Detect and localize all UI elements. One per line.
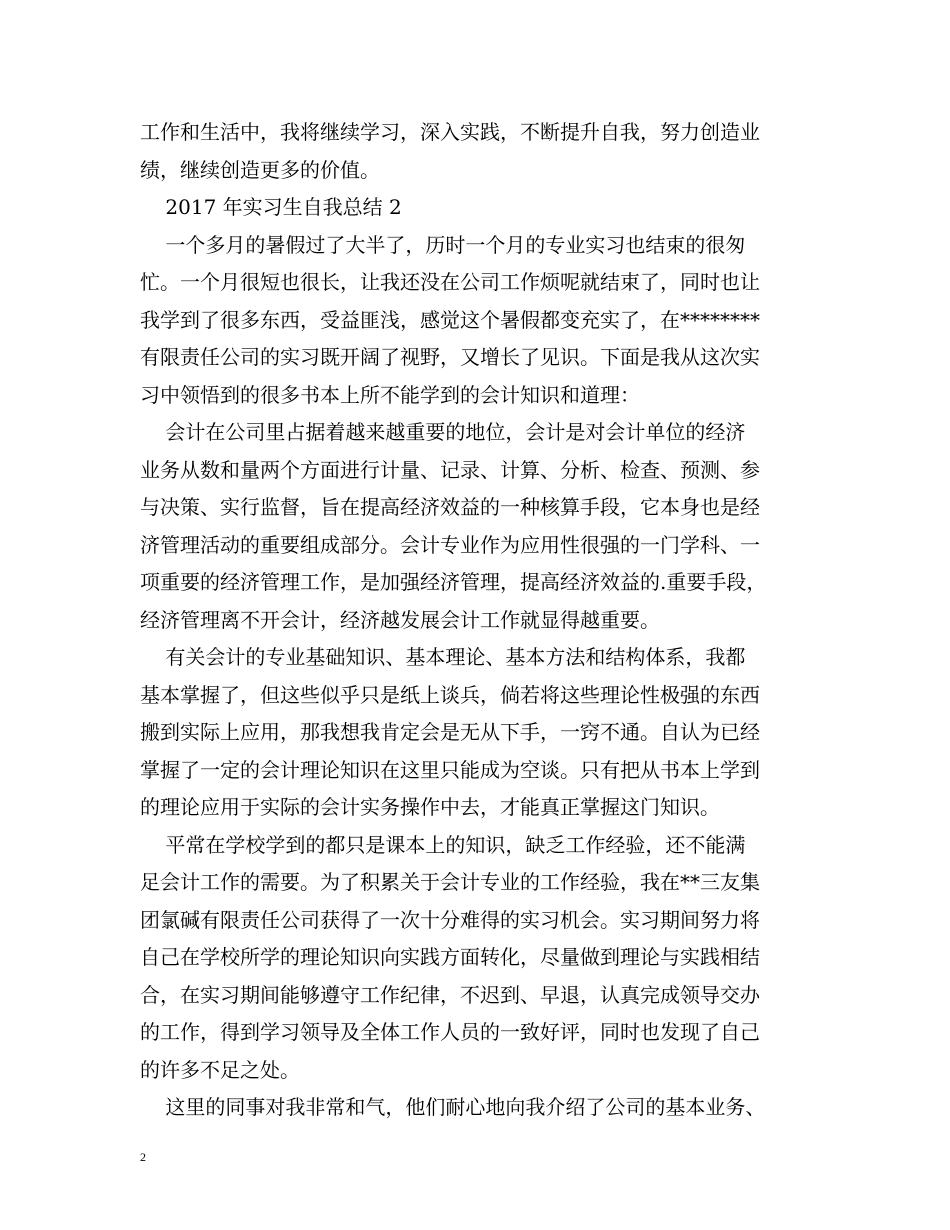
text-line: 一个多月的暑假过了大半了，历时一个月的专业实习也结束的很匆	[140, 232, 746, 257]
text-line: 会计在公司里占据着越来越重要的地位，会计是对会计单位的经济	[140, 420, 746, 444]
text-line: 我学到了很多东西，受益匪浅，感觉这个暑假都变充实了，在********	[140, 307, 760, 332]
text-line: 的工作，得到学习领导及全体工作人员的一致好评，同时也发现了自己	[140, 1020, 760, 1044]
text-line: 的理论应用于实际的会计实务操作中去，才能真正掌握这门知识。	[140, 795, 720, 819]
text-line: 有限责任公司的实习既开阔了视野，又增长了见识。下面是我从这次实	[140, 345, 760, 369]
text-line: 平常在学校学到的都只是课本上的知识，缺乏工作经验，还不能满	[140, 832, 746, 857]
text-line: 掌握了一定的会计理论知识在这里只能成为空谈。只有把从书本上学到	[140, 757, 760, 782]
section-heading: 2017 年实习生自我总结 2	[140, 195, 402, 219]
text-line: 有关会计的专业基础知识、基本理论、基本方法和结构体系，我都	[140, 645, 746, 669]
text-line: 足会计工作的需要。为了积累关于会计专业的工作经验，我在**三友集	[140, 870, 760, 894]
text-line: 工作和生活中，我将继续学习，深入实践，不断提升自我，努力创造业	[140, 120, 760, 144]
text-line: 基本掌握了，但这些似乎只是纸上谈兵，倘若将这些理论性极强的东西	[140, 682, 760, 707]
text-line: 自己在学校所学的理论知识向实践方面转化，尽量做到理论与实践相结	[140, 945, 760, 969]
text-line: 习中领悟到的很多书本上所不能学到的会计知识和道理：	[140, 382, 640, 407]
document-body	[140, 114, 826, 1127]
text-line: 团氯碱有限责任公司获得了一次十分难得的实习机会。实习期间努力将	[140, 907, 760, 932]
text-line: 项重要的经济管理工作，是加强经济管理，提高经济效益的.重要手段，	[140, 570, 767, 594]
text-line: 业务从数和量两个方面进行计量、记录、计算、分析、检查、预测、参	[140, 457, 760, 482]
text-line: 忙。一个月很短也很长，让我还没在公司工作烦呢就结束了，同时也让	[140, 270, 760, 294]
text-line: 合，在实习期间能够遵守工作纪律，不迟到、早退，认真完成领导交办	[140, 982, 760, 1007]
text-line: 搬到实际上应用，那我想我肯定会是无从下手，一窍不通。自认为已经	[140, 720, 760, 744]
page-number: 2	[140, 1150, 146, 1164]
text-line: 这里的同事对我非常和气，他们耐心地向我介绍了公司的基本业务、	[140, 1095, 766, 1119]
text-line: 与决策、实行监督，旨在提高经济效益的一种核算手段，它本身也是经	[140, 495, 760, 519]
text-line: 经济管理离不开会计，经济越发展会计工作就显得越重要。	[140, 607, 660, 632]
text-line: 的许多不足之处。	[140, 1057, 300, 1082]
text-line: 绩，继续创造更多的价值。	[140, 157, 380, 182]
text-line: 济管理活动的重要组成部分。会计专业作为应用性很强的一门学科、一	[140, 532, 760, 557]
